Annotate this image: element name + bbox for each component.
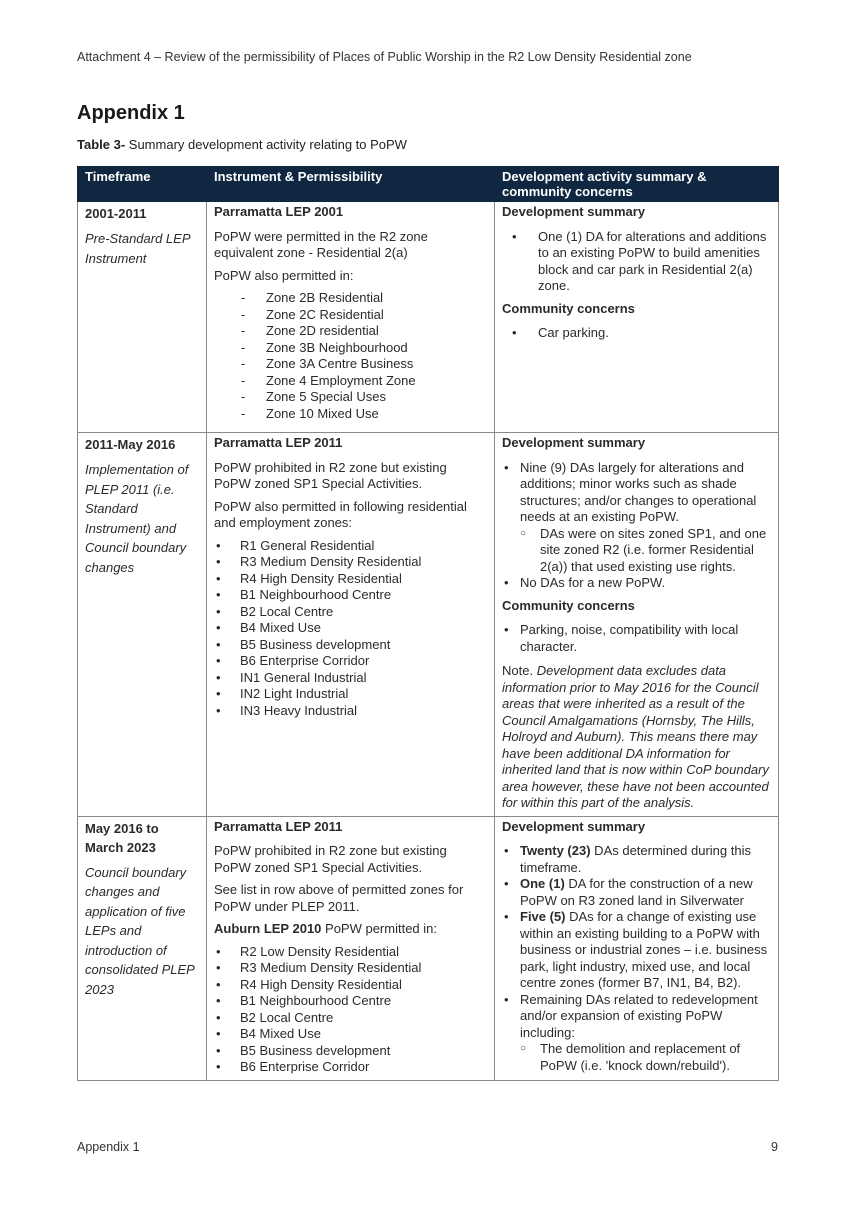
dev-summary-heading: Development summary: [502, 435, 646, 450]
instrument-text: PoPW also permitted in:: [214, 267, 354, 283]
auburn-lep-name: Auburn LEP 2010: [214, 921, 322, 936]
list-item: • IN2 Light Industrial: [214, 686, 487, 703]
timeframe-cell: [78, 202, 207, 433]
instrument-cell: [207, 816, 495, 1080]
note-label: Note.: [502, 663, 534, 678]
item-bold: One (1): [520, 876, 565, 891]
list-item: - Zone 2B Residential: [214, 290, 487, 307]
header-development: Development activity summary & community concerns: [495, 167, 779, 202]
period-label: May 2016 to March 2023: [85, 820, 159, 855]
dev-summary-heading: Development summary: [502, 818, 646, 834]
development-cell: [495, 202, 779, 433]
list-item: • Parking, noise, compatibility with local character.: [502, 622, 771, 655]
item-text: DAs for a change of existing use within an existing building to a PoPW with business or industrial zones – i.e. business park, light industry, mixed use, and local centre zones (former B7, IN1, B4, B2).: [520, 909, 768, 990]
dev-sublist: [502, 526, 771, 576]
list-item: [502, 876, 771, 909]
table-row: [78, 202, 779, 433]
page-number: 9: [771, 1140, 778, 1154]
list-item: • B5 Business development: [214, 637, 487, 654]
document-header: Attachment 4 – Review of the permissibility of Places of Public Worship in the R2 Low Density Residential zone: [77, 50, 692, 64]
caption-label: Table 3-: [77, 137, 126, 152]
instrument-text: See list in row above of permitted zones for PoPW under PLEP 2011.: [214, 882, 464, 914]
header-instrument: Instrument & Permissibility: [207, 167, 495, 202]
list-item: - Zone 3B Neighbourhood: [214, 340, 487, 357]
item-bold: Five (5): [520, 909, 566, 924]
list-item: ○ DAs were on sites zoned SP1, and one site zoned R2 (i.e. former Residential 2(a)) that used existing use rights.: [502, 526, 771, 576]
list-item: • One (1) DA for alterations and additions to an existing PoPW to build amenities block and car park in Residential 2(a) zone.: [502, 229, 771, 295]
summary-table: [77, 166, 779, 1081]
list-item: • B4 Mixed Use: [214, 1026, 487, 1043]
list-item: • Nine (9) DAs largely for alterations and additions; minor works such as shade structures; and/or changes to operational needs at an existing PoPW.: [502, 460, 771, 526]
list-item: • R4 High Density Residential: [214, 571, 487, 588]
dev-list: [502, 460, 771, 526]
zone-list: [214, 290, 487, 422]
table-row: [78, 433, 779, 817]
list-item: - Zone 5 Special Uses: [214, 389, 487, 406]
list-item: • IN3 Heavy Industrial: [214, 703, 487, 720]
instrument-name: Parramatta LEP 2011: [214, 435, 343, 450]
list-item: • B2 Local Centre: [214, 604, 487, 621]
dev-sublist: [502, 1041, 771, 1074]
data-note: [502, 663, 771, 812]
development-cell: [495, 816, 779, 1080]
list-item: ○ The demolition and replacement of PoPW (i.e. 'knock down/rebuild').: [502, 1041, 771, 1074]
list-item: • B5 Business development: [214, 1043, 487, 1060]
footer-label: Appendix 1: [77, 1140, 140, 1154]
period-description: Pre-Standard LEP Instrument: [85, 231, 191, 266]
list-item: • R3 Medium Density Residential: [214, 554, 487, 571]
list-item: • R2 Low Density Residential: [214, 944, 487, 961]
list-item: • R1 General Residential: [214, 538, 487, 555]
timeframe-cell: [78, 816, 207, 1080]
item-text: DAs determined during this timeframe.: [520, 843, 751, 875]
note-text: Development data excludes data information prior to May 2016 for the Council areas that were inherited as a result of the Council Amalgamations (Hornsby, The Hills, Holroyd and Auburn). This means there may have been additional DA information for inherited land that is now within CoP boundary area however, these have not been accounted for within this part of the analysis.: [502, 663, 769, 810]
table-header-row: [78, 167, 779, 202]
instrument-text: PoPW prohibited in R2 zone but existing PoPW zoned SP1 Special Activities.: [214, 459, 447, 491]
community-concerns-heading: Community concerns: [502, 300, 635, 316]
list-item: • R4 High Density Residential: [214, 977, 487, 994]
item-bold: Twenty (23): [520, 843, 591, 858]
list-item: [502, 843, 771, 876]
concerns-list: [502, 622, 771, 655]
instrument-cell: [207, 433, 495, 817]
period-label: 2011-May 2016: [85, 437, 176, 452]
list-item: - Zone 3A Centre Business: [214, 356, 487, 373]
list-item: • Car parking.: [502, 325, 771, 342]
list-item: • B6 Enterprise Corridor: [214, 653, 487, 670]
list-item: [502, 909, 771, 992]
instrument-cell: [207, 202, 495, 433]
instrument-text: PoPW also permitted in following residential and employment zones:: [214, 498, 467, 530]
list-item: • B2 Local Centre: [214, 1010, 487, 1027]
dev-list: [502, 575, 771, 592]
instrument-name: Parramatta LEP 2001: [214, 204, 344, 219]
list-item: • IN1 General Industrial: [214, 670, 487, 687]
list-item: • Remaining DAs related to redevelopment and/or expansion of existing PoPW including:: [502, 992, 771, 1042]
appendix-title: Appendix 1: [77, 102, 185, 124]
list-item: - Zone 4 Employment Zone: [214, 373, 487, 390]
instrument-name: Parramatta LEP 2011: [214, 818, 343, 834]
zone-list: [214, 538, 487, 720]
instrument-text: PoPW were permitted in the R2 zone equivalent zone - Residential 2(a): [214, 228, 428, 260]
list-item: • B6 Enterprise Corridor: [214, 1059, 487, 1076]
dev-list: [502, 843, 771, 1041]
caption-text: Summary development activity relating to PoPW: [125, 137, 407, 152]
list-item: • B1 Neighbourhood Centre: [214, 993, 487, 1010]
dev-list: [502, 229, 771, 295]
dev-summary-heading: Development summary: [502, 204, 646, 219]
list-item: • No DAs for a new PoPW.: [502, 575, 771, 592]
instrument-text: PoPW prohibited in R2 zone but existing PoPW zoned SP1 Special Activities.: [214, 843, 447, 875]
table-row: [78, 816, 779, 1080]
item-text: DA for the construction of a new PoPW on R3 zoned land in Silverwater: [520, 876, 753, 908]
concerns-list: [502, 325, 771, 342]
list-item: - Zone 10 Mixed Use: [214, 406, 487, 423]
zone-list: [214, 944, 487, 1076]
list-item: • B4 Mixed Use: [214, 620, 487, 637]
auburn-lep-text: [214, 921, 487, 938]
auburn-lep-rest: PoPW permitted in:: [321, 921, 438, 936]
community-concerns-heading: Community concerns: [502, 597, 635, 613]
development-cell: [495, 433, 779, 817]
list-item: • R3 Medium Density Residential: [214, 960, 487, 977]
table-caption: [77, 137, 407, 152]
list-item: • B1 Neighbourhood Centre: [214, 587, 487, 604]
timeframe-cell: [78, 433, 207, 817]
list-item: - Zone 2D residential: [214, 323, 487, 340]
period-description: Implementation of PLEP 2011 (i.e. Standard Instrument) and Council boundary changes: [85, 462, 189, 575]
period-label: 2001-2011: [85, 206, 147, 221]
header-timeframe: Timeframe: [78, 167, 207, 202]
list-item: - Zone 2C Residential: [214, 307, 487, 324]
period-description: Council boundary changes and application of five LEPs and introduction of consolidated PLEP 2023: [85, 864, 195, 997]
